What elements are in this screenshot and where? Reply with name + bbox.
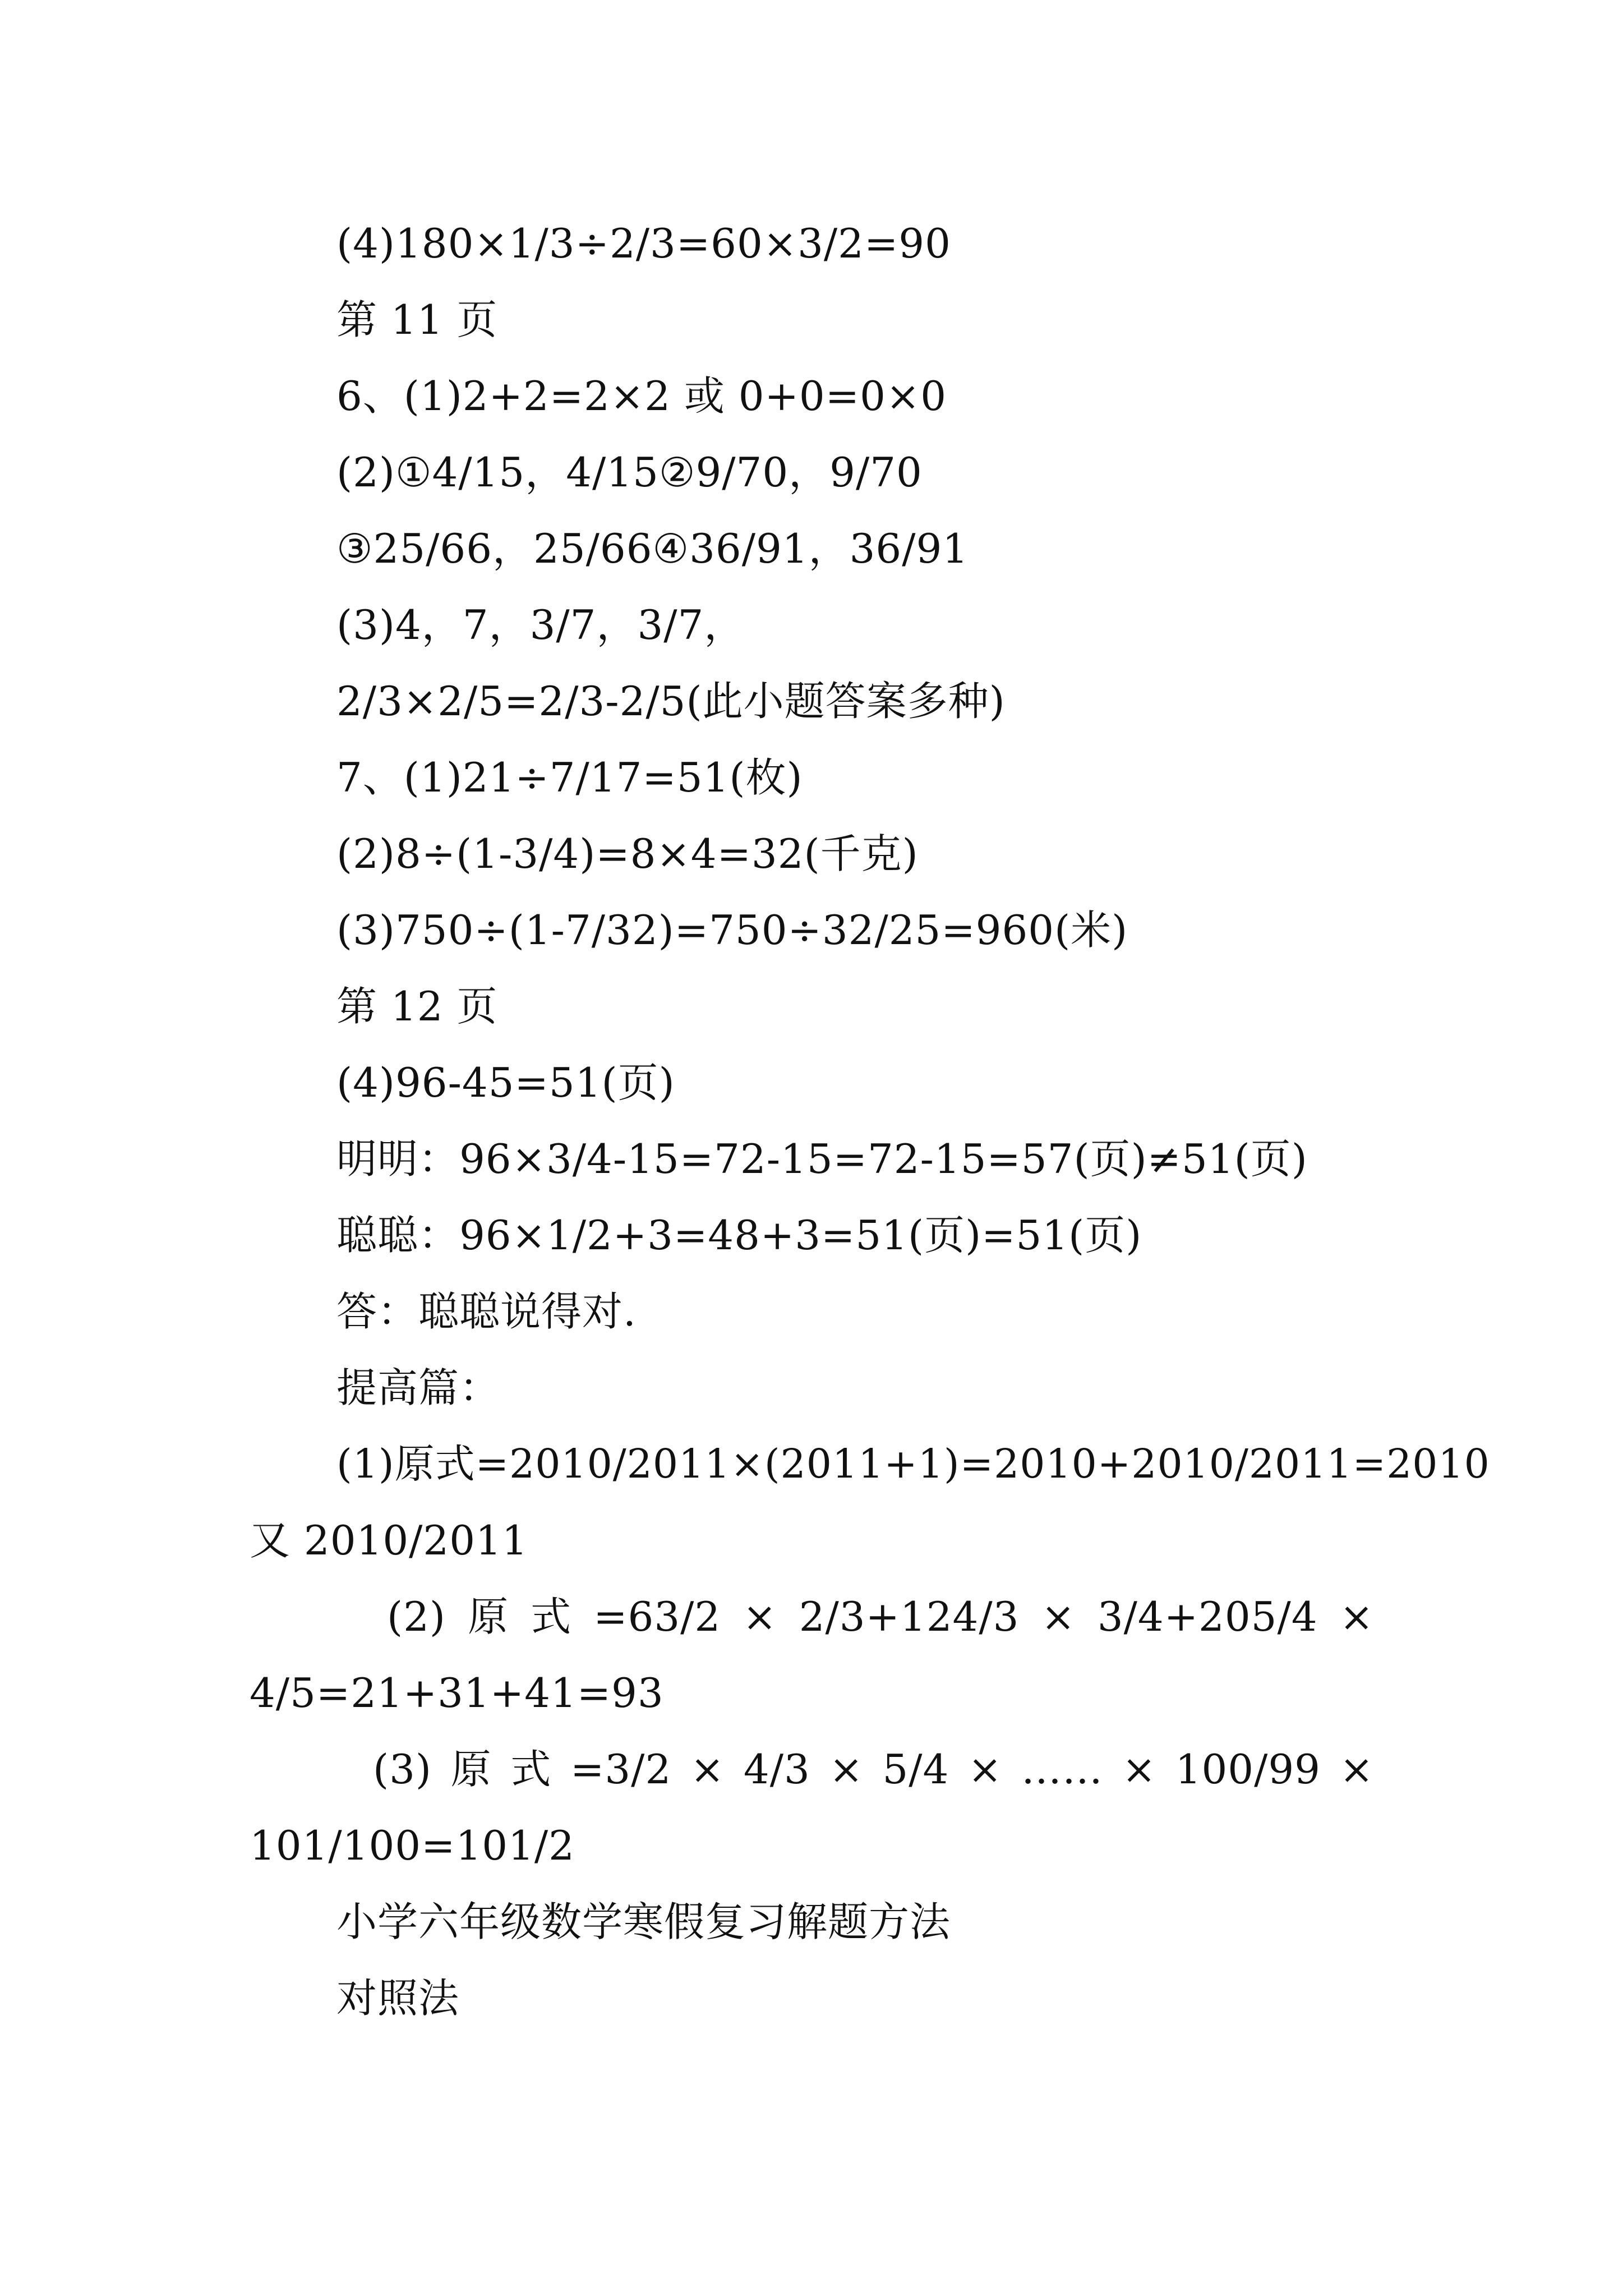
text-line: 答：聪聪说得对.	[336, 1288, 637, 1335]
text-fragment: 4/3	[743, 1746, 810, 1793]
text-fragment: ×	[1122, 1746, 1157, 1793]
text-fragment: ×	[743, 1593, 777, 1640]
text-line: 7、(1)21÷7/17=51(枚)	[336, 754, 803, 801]
text-line: 4/5=21+31+41=93	[250, 1669, 664, 1717]
text-fragment: ×	[1041, 1593, 1076, 1640]
text-line: ③25/66，25/66④36/91，36/91	[336, 525, 969, 572]
text-line: (2)①4/15，4/15②9/70，9/70	[336, 449, 923, 496]
justified-line	[373, 1746, 1374, 1793]
text-line: 又 2010/2011	[250, 1517, 528, 1564]
text-fragment: (3)	[373, 1746, 432, 1793]
text-line: 聪聪：96×1/2+3=48+3=51(页)=51(页)	[336, 1212, 1142, 1259]
text-fragment: 3/4+205/4	[1097, 1593, 1318, 1640]
text-fragment: 5/4	[882, 1746, 949, 1793]
text-line: (3)750÷(1-7/32)=750÷32/25=960(米)	[336, 907, 1128, 954]
text-line: (4)180×1/3÷2/3=60×3/2=90	[336, 220, 951, 267]
text-line: (1)原式=2010/2011×(2011+1)=2010+2010/2011=2010	[336, 1441, 1490, 1487]
section-heading: 对照法	[336, 1975, 460, 2022]
text-fragment: 原	[468, 1593, 509, 1640]
text-fragment: =3/2	[570, 1746, 672, 1793]
text-fragment: 原	[450, 1746, 492, 1793]
text-line: (4)96-45=51(页)	[336, 1059, 675, 1106]
text-fragment: 100/99	[1175, 1746, 1321, 1793]
page-heading: 第 12 页	[336, 983, 498, 1030]
text-fragment: ×	[968, 1746, 1003, 1793]
text-fragment: (2)	[387, 1593, 446, 1640]
section-heading: 小学六年级数学寒假复习解题方法	[336, 1898, 951, 1945]
page-heading: 第 11 页	[336, 296, 498, 343]
text-fragment: 式	[510, 1746, 552, 1793]
text-fragment: ……	[1021, 1746, 1104, 1793]
text-line: 2/3×2/5=2/3-2/5(此小题答案多种)	[336, 678, 1006, 725]
text-fragment: 式	[531, 1593, 572, 1640]
text-line: 101/100=101/2	[250, 1822, 575, 1869]
text-line: 明明：96×3/4-15=72-15=72-15=57(页)≠51(页)	[336, 1135, 1308, 1182]
text-fragment: ×	[690, 1746, 725, 1793]
text-line: 6、(1)2+2=2×2 或 0+0=0×0	[336, 372, 947, 420]
text-line: (2)8÷(1-3/4)=8×4=32(千克)	[336, 830, 919, 877]
text-line: (3)4，7，3/7，3/7，	[336, 601, 745, 648]
text-fragment: ×	[1339, 1593, 1374, 1640]
justified-line	[387, 1593, 1374, 1640]
text-fragment: ×	[1339, 1746, 1374, 1793]
text-fragment: ×	[829, 1746, 864, 1793]
section-heading: 提高篇：	[336, 1364, 501, 1411]
text-fragment: 2/3+124/3	[799, 1593, 1020, 1640]
text-fragment: =63/2	[593, 1593, 721, 1640]
